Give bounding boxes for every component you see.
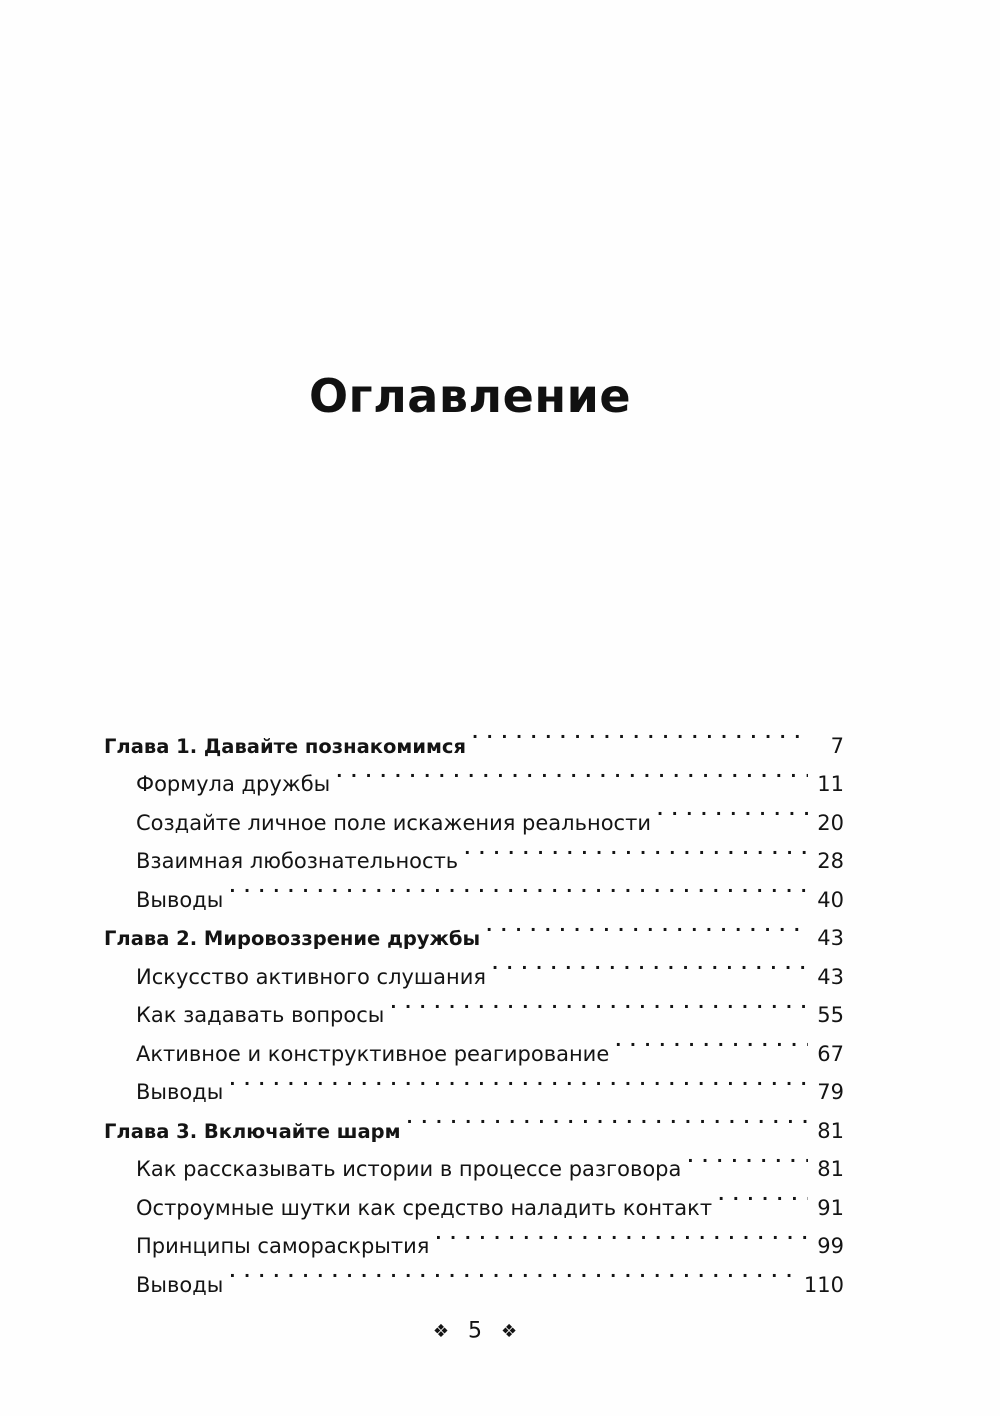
toc-page-number: 28	[817, 849, 844, 873]
dot-leader	[492, 945, 808, 984]
toc-page-number: 81	[817, 1118, 844, 1143]
dot-leader	[687, 1138, 808, 1177]
toc-page-number: 99	[817, 1234, 844, 1258]
toc-page-number: 110	[803, 1272, 844, 1297]
toc-page-number: 43	[817, 926, 844, 950]
toc-entry-title: Глава 2. Мировоззрение дружбы	[104, 927, 481, 950]
dot-leader	[229, 1253, 798, 1292]
toc-entry-title: Искусство активного слушания	[136, 964, 487, 989]
toc-page-number: 67	[817, 1041, 844, 1066]
dot-leader	[229, 868, 808, 907]
page-title: Оглавление	[308, 368, 632, 423]
toc-entry-title: Создайте личное поле искажения реальности	[136, 810, 651, 835]
toc-page-number: 79	[817, 1080, 844, 1104]
diamond-ornament-icon: ❖	[432, 1320, 449, 1342]
toc-page-number: 81	[817, 1157, 844, 1181]
dot-leader	[718, 1176, 808, 1215]
dot-leader	[486, 907, 808, 946]
dot-leader	[464, 830, 808, 869]
dot-leader	[615, 1022, 808, 1061]
dot-leader	[407, 1099, 808, 1138]
toc-entry-title: Взаимная любознательность	[136, 849, 459, 873]
toc-entry-title: Выводы	[136, 887, 224, 912]
dot-leader	[435, 1215, 808, 1254]
toc-entry-title: Как задавать вопросы	[136, 1003, 385, 1027]
dot-leader	[336, 753, 808, 792]
toc-entry-title: Выводы	[136, 1080, 224, 1104]
toc-entry-title: Остроумные шутки как средство наладить контакт	[136, 1195, 713, 1220]
toc-entry-title: Выводы	[136, 1272, 224, 1297]
toc-entry-title: Активное и конструктивное реагирование	[136, 1041, 610, 1066]
toc-entry-title: Принципы самораскрытия	[136, 1234, 430, 1258]
toc-entry-title: Как рассказывать истории в процессе разговора	[136, 1157, 682, 1181]
page-footer	[0, 1318, 950, 1344]
dot-leader	[657, 791, 808, 830]
toc-page-number: 43	[817, 964, 844, 989]
page-number: 5	[468, 1318, 482, 1344]
toc-entry-title: Глава 3. Включайте шарм	[104, 1119, 401, 1143]
toc-page-number: 55	[817, 1003, 844, 1027]
toc-chapter-row	[104, 714, 844, 758]
dot-leader	[390, 984, 808, 1023]
toc-entry-title: Формула дружбы	[136, 772, 331, 796]
toc-page-number: 40	[817, 887, 844, 912]
diamond-ornament-icon: ❖	[501, 1320, 518, 1342]
toc-page-number: 11	[817, 772, 844, 796]
toc-entry-title: Глава 1. Давайте познакомимся	[104, 734, 467, 758]
toc-page-number: 91	[817, 1195, 844, 1220]
dot-leader	[472, 714, 808, 753]
table-of-contents	[104, 714, 844, 1297]
dot-leader	[229, 1061, 808, 1100]
toc-page-number: 20	[817, 810, 844, 835]
toc-page-number: 7	[830, 733, 844, 758]
